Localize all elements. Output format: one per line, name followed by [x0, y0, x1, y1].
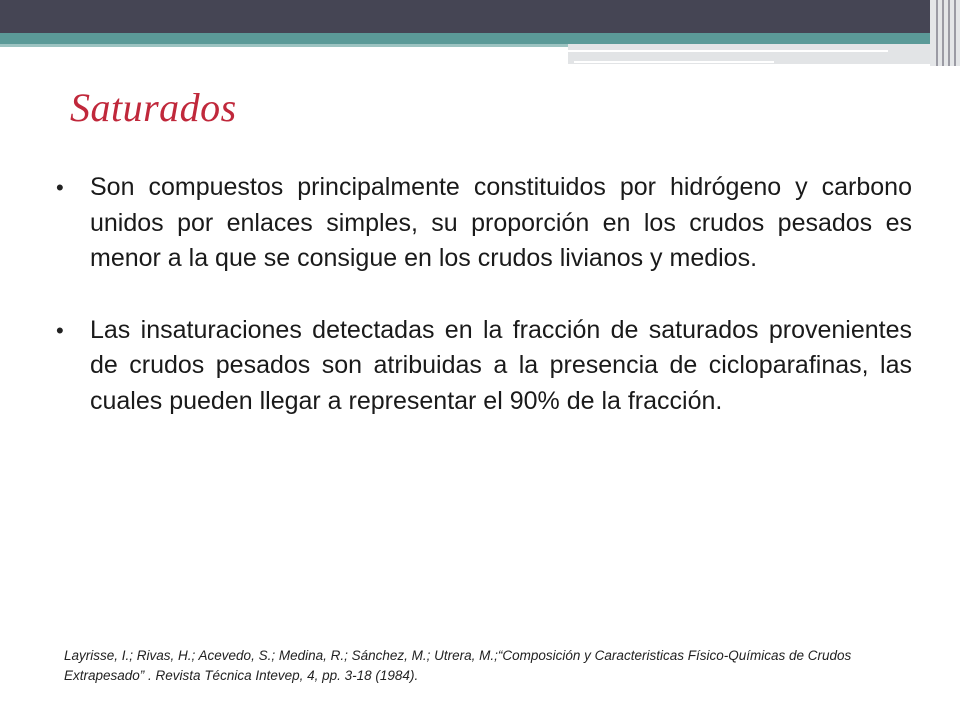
bullet-text: Las insaturaciones detectadas en la fracción de saturados provenientes de crudos pesados son atribuidas a la presencia de cicloparafinas, las cuales pueden llegar a representar el 90% de la fracción. — [90, 315, 912, 415]
header-accent-band — [0, 33, 930, 44]
bullet-item — [56, 170, 912, 277]
slide-title: Saturados — [70, 85, 237, 130]
bullet-icon: • — [56, 317, 64, 343]
citation: Layrisse, I.; Rivas, H.; Acevedo, S.; Medina, R.; Sánchez, M.; Utrera, M.;“Composición y Caracteristicas Físico-Químicas de Crudos Extrapesado” . Revista Técnica Intevep, 4, pp. 3-18 (1984). — [64, 648, 852, 683]
bullet-item — [56, 313, 912, 420]
bullet-list — [56, 170, 912, 455]
header-divider-line — [574, 61, 774, 63]
header-corner-stripes — [930, 0, 960, 66]
header-bar — [0, 0, 960, 33]
bullet-icon: • — [56, 175, 64, 200]
bullet-text: Son compuestos principalmente constituidos por hidrógeno y carbono unidos por enlaces simples, su proporción en los crudos pesados es menor a la que se consigue en los crudos livianos y medios. — [90, 173, 912, 272]
header-divider-line — [568, 50, 888, 52]
